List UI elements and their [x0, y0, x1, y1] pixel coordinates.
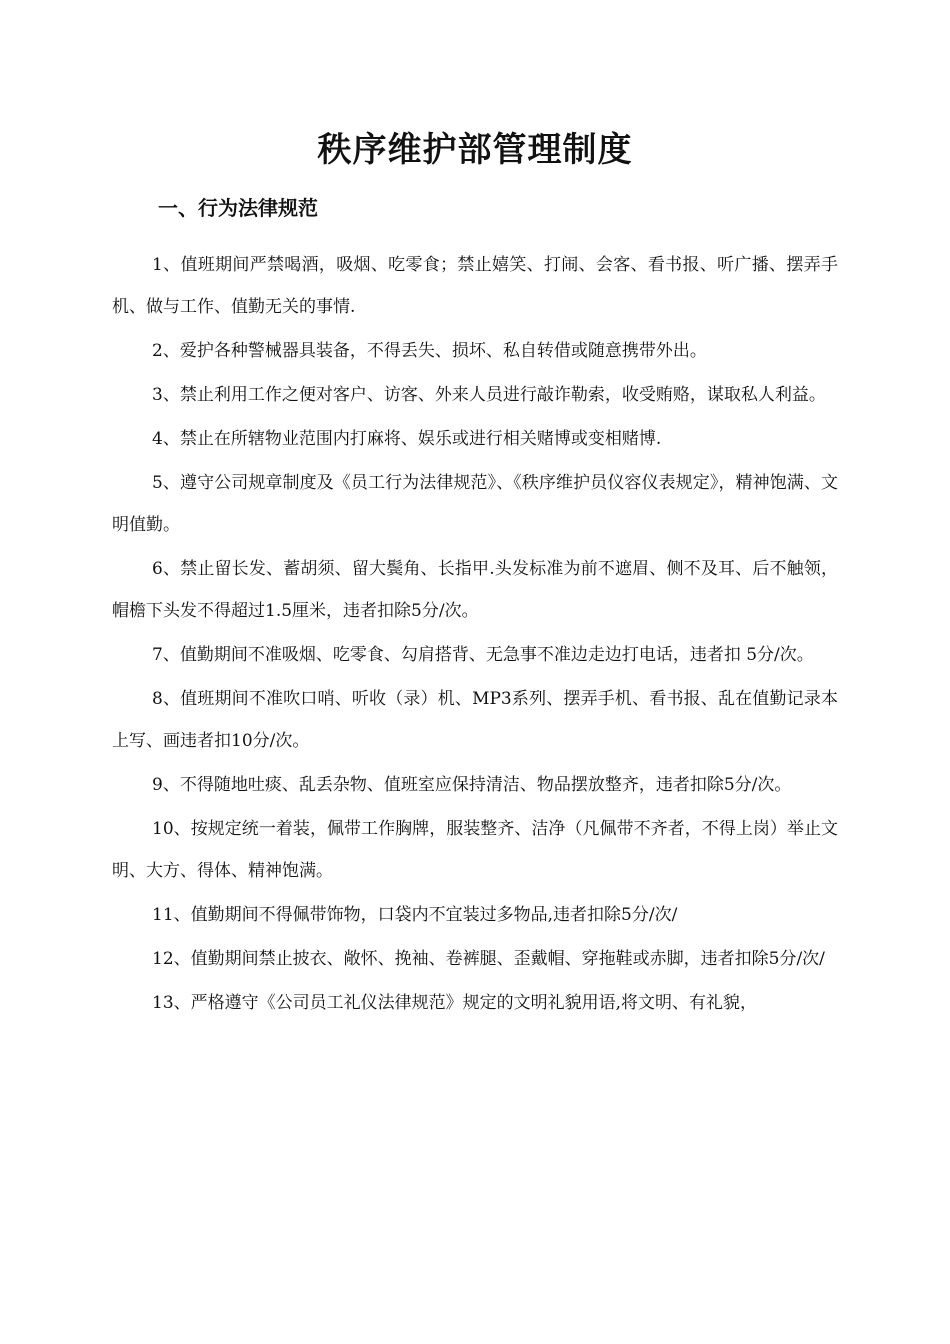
- rule-item: 5、遵守公司规章制度及《员工行为法律规范》、《秩序维护员仪容仪表规定》，精神饱满、文明值勤。: [112, 473, 838, 535]
- rule-item: 13、严格遵守《公司员工礼仪法律规范》规定的文明礼貌用语,将文明、有礼貌，: [152, 993, 758, 1013]
- rule-item: 7、值勤期间不准吸烟、吃零食、勾肩搭背、无急事不准边走边打电话，违者扣 5分/次。: [152, 645, 814, 665]
- rule-item: 2、爱护各种警械器具装备，不得丢失、损坏、私自转借或随意携带外出。: [152, 341, 707, 361]
- rule-item: 6、禁止留长发、蓄胡须、留大鬓角、长指甲.头发标准为前不遮眉、侧不及耳、后不触领，帽檐下头发不得超过1.5厘米，违者扣除5分/次。: [112, 559, 838, 621]
- rule-item: 3、禁止利用工作之便对客户、访客、外来人员进行敲诈勒索，收受贿赂，谋取私人利益。: [152, 385, 826, 405]
- page-title: 秩序维护部管理制度: [317, 130, 633, 170]
- rule-item: 11、值勤期间不得佩带饰物，口袋内不宜装过多物品,违者扣除5分/次/: [152, 905, 678, 925]
- rule-item: 12、值勤期间禁止披衣、敞怀、挽袖、卷裤腿、歪戴帽、穿拖鞋或赤脚，违者扣除5分/次/: [152, 949, 825, 969]
- rule-item: 8、值班期间不准吹口哨、听收（录）机、MP3系列、摆弄手机、看书报、乱在值勤记录本上写、画违者扣10分/次。: [112, 689, 838, 751]
- rule-item: 9、不得随地吐痰、乱丢杂物、值班室应保持清洁、物品摆放整齐，违者扣除5分/次。: [152, 775, 792, 795]
- rule-item: 4、禁止在所辖物业范围内打麻将、娱乐或进行相关赌博或变相赌博.: [152, 429, 662, 449]
- rule-item: 1、值班期间严禁喝酒，吸烟、吃零食；禁止嬉笑、打闹、会客、看书报、听广播、摆弄手机、做与工作、值勤无关的事情.: [112, 255, 838, 317]
- rule-item: 10、按规定统一着装，佩带工作胸牌，服装整齐、洁净（凡佩带不齐者，不得上岗）举止文明、大方、得体、精神饱满。: [112, 819, 838, 881]
- section-heading: 一、行为法律规范: [158, 196, 318, 220]
- rules-list: [112, 244, 838, 1026]
